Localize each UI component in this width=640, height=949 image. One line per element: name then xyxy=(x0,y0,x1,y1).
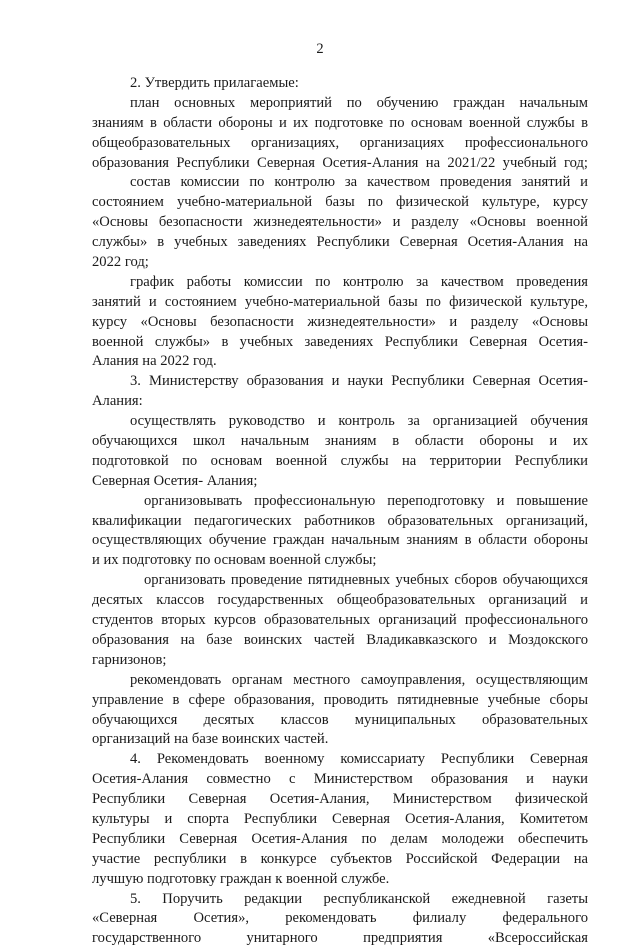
text-line: обучающихся десятых классов муниципальных образовательных xyxy=(92,711,588,728)
text-line: организовывать профессиональную переподготовку и повышение xyxy=(144,492,588,509)
text-line: Осетия-Алания совместно с Министерством образования и науки xyxy=(92,771,588,788)
text-line: государственного унитарного предприятия «Всероссийская xyxy=(92,930,588,947)
text-line: осуществлять руководство и контроль за организацией обучения xyxy=(130,413,588,430)
text-line: образования на базе воинских частей Владикавказского и Моздокского xyxy=(92,631,588,648)
text-line: лучшую подготовку граждан к военной службе. xyxy=(92,870,390,887)
text-line: квалификации педагогических работников образовательных организаций, xyxy=(92,512,588,529)
text-line: культуры и спорта Республики Северная Осетия-Алания, Комитетом xyxy=(92,810,588,827)
text-line: общеобразовательных организациях, организациях профессионального xyxy=(92,134,588,151)
text-line: 2022 год; xyxy=(92,254,149,271)
text-line: состав комиссии по контролю за качеством проведения занятий и xyxy=(130,174,588,191)
text-line: 5. Поручить редакции республиканской ежедневной газеты xyxy=(130,890,588,907)
text-line: план основных мероприятий по обучению граждан начальным xyxy=(130,94,588,111)
text-line: Республики Северная Осетия-Алания по делам молодежи обеспечить xyxy=(92,830,588,847)
text-line: рекомендовать органам местного самоуправления, осуществляющим xyxy=(130,671,588,688)
text-line: подготовкой по основам военной службы на территории Республики xyxy=(92,452,588,469)
text-line: обучающихся школ начальным знаниям в области обороны и их xyxy=(92,433,588,450)
text-line: Республики Северная Осетия-Алания, Министерством физической xyxy=(92,791,588,808)
text-line: «Основы безопасности жизнедеятельности» и разделу «Основы военной xyxy=(92,214,588,231)
text-line: курсу «Основы безопасности жизнедеятельности» и разделу «Основы xyxy=(92,313,588,330)
text-line: осуществляющих обучение граждан начальным знаниям в области обороны xyxy=(92,532,588,549)
text-line: 3. Министерству образования и науки Республики Северная Осетия- xyxy=(130,373,588,390)
text-line: студентов вторых курсов образовательных организаций профессионального xyxy=(92,612,588,629)
text-line: и их подготовку по основам военной службы; xyxy=(92,552,377,569)
text-line: Алания на 2022 год. xyxy=(92,353,217,370)
text-line: образования Республики Северная Осетия-Алания на 2021/22 учебный год; xyxy=(92,154,588,171)
text-line: гарнизонов; xyxy=(92,651,167,668)
text-line: службы» в учебных заведениях Республики Северная Осетия-Алания на xyxy=(92,234,588,251)
text-line: график работы комиссии по контролю за качеством проведения xyxy=(130,273,588,290)
text-line: организаций на базе воинских частей. xyxy=(92,731,329,748)
text-line: Северная Осетия- Алания; xyxy=(92,472,258,489)
text-line: управление в сфере образования, проводить пятидневные учебные сборы xyxy=(92,691,588,708)
text-line: 2. Утвердить прилагаемые: xyxy=(130,75,299,91)
text-line: организовать проведение пятидневных учебных сборов обучающихся xyxy=(144,572,588,589)
text-line: военной службы» в учебных заведениях Республики Северная Осетия- xyxy=(92,333,588,350)
text-line: состоянием учебно-материальной базы по физической культуре, курсу xyxy=(92,194,588,211)
text-line: десятых классов государственных общеобразовательных организаций и xyxy=(92,592,588,609)
document-body xyxy=(92,74,588,949)
text-line: участие республики в конкурсе субъектов Российской Федерации на xyxy=(92,850,588,867)
text-line: Алания: xyxy=(92,393,143,410)
text-line: занятий и состоянием учебно-материальной базы по физической культуре, xyxy=(92,293,588,310)
page-number: 2 xyxy=(316,41,324,57)
text-line: знаниям в области обороны и их подготовке по основам военной службы в xyxy=(92,114,588,131)
text-line: 4. Рекомендовать военному комиссариату Республики Северная xyxy=(130,751,588,768)
text-line: «Северная Осетия», рекомендовать филиалу федерального xyxy=(92,910,588,927)
